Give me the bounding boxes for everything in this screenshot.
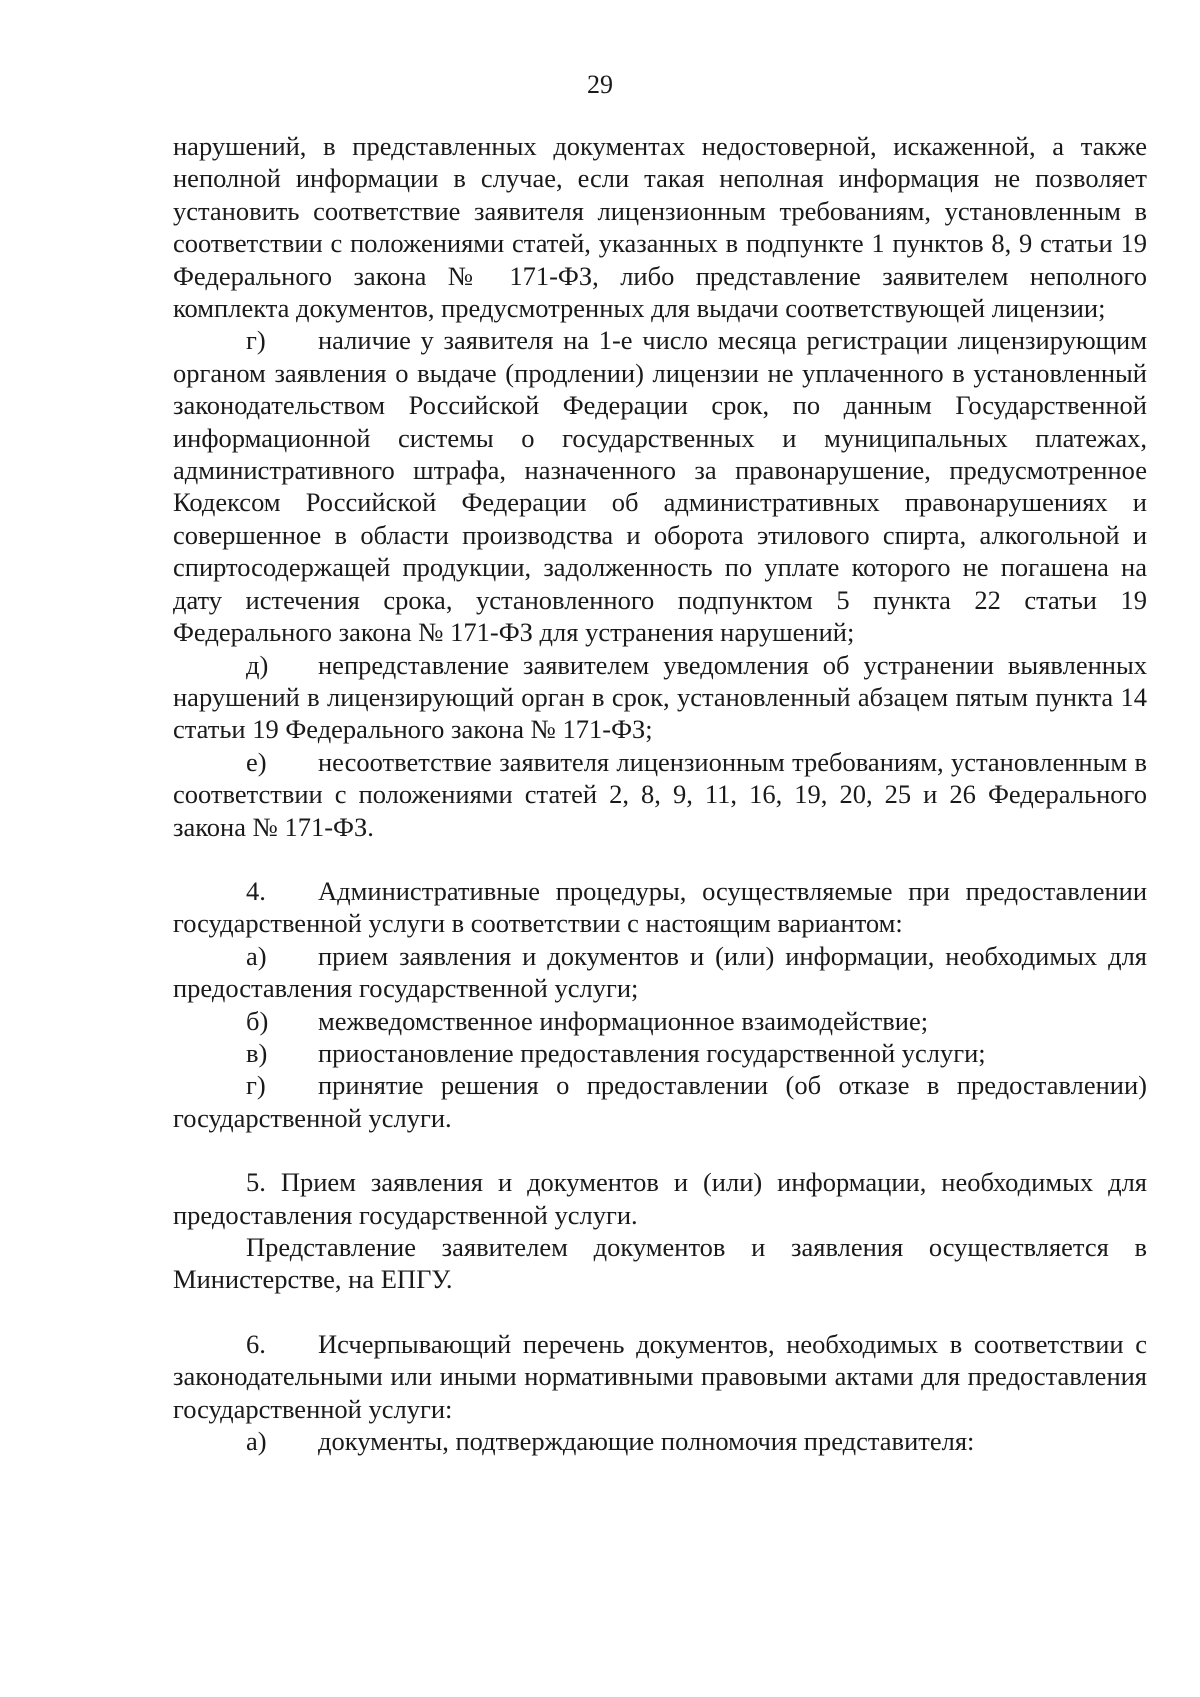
list-item-a2 [173, 1425, 1147, 1457]
item-label: г) [246, 1070, 266, 1101]
item-label: б) [246, 1005, 269, 1036]
item-text: несоответствие заявителя лицензионным требованиям, установленным в соответствии с положениями статей 2, 8, 9, 11, 16, 19, 20, 25 и 26 Федерального закона № 171-ФЗ. [173, 746, 1147, 842]
section-6-heading [173, 1328, 1147, 1425]
item-label: е) [246, 746, 267, 777]
section-text: Административные процедуры, осуществляемые при предоставлении государственной услуги в соответствии с настоящим вариантом: [173, 875, 1147, 939]
page-number: 29 [587, 70, 613, 99]
section-4-heading [173, 875, 1147, 940]
list-item-e [173, 746, 1147, 843]
item-label: а) [246, 1426, 267, 1457]
item-text: наличие у заявителя на 1-е число месяца регистрации лицензирующим органом заявления о выдаче (продлении) лицензии не уплаченного в установленный законодательством Российской Федерации срок, по данным Государственной информационной системы о государственных и муниципальных платежах, административного штрафа, назначенного за правонарушение, предусмотренное Кодексом Российской Федерации об административных правонарушениях и совершенное в области производства и оборота этилового спирта, алкогольной и спиртосодержащей продукции, задолженность по уплате которого не погашена на дату истечения срока, установленного подпунктом 5 пункта 22 статьи 19 Федерального закона № 171-ФЗ для устранения нарушений; [173, 325, 1147, 648]
item-label: в) [246, 1037, 268, 1068]
section-number: 6. [246, 1328, 266, 1359]
item-text: приостановление предоставления государственной услуги; [318, 1037, 986, 1068]
list-item-g2 [173, 1069, 1147, 1134]
paragraph-continuation: нарушений, в представленных документах недостоверной, искаженной, а также неполной информации в случае, если такая неполная информация не позволяет установить соответствие заявителя лицензионным требованиям, установленным в соответствии с положениями статей, указанных в подпункте 1 пунктов 8, 9 статьи 19 Федерального закона № 171-ФЗ, либо представление заявителем неполного комплекта документов, предусмотренных для выдачи соответствующей лицензии; [173, 131, 1147, 324]
document-body [173, 130, 1147, 1457]
item-text: документы, подтверждающие полномочия представителя: [318, 1426, 975, 1457]
item-text: прием заявления и документов и (или) информации, необходимых для предоставления государственной услуги; [173, 940, 1147, 1004]
item-text: межведомственное информационное взаимодействие; [318, 1005, 929, 1036]
item-label: г) [246, 325, 266, 356]
section-text: Исчерпывающий перечень документов, необходимых в соответствии с законодательными или иными нормативными правовыми актами для предоставления государственной услуги: [173, 1328, 1147, 1424]
item-text: непредставление заявителем уведомления об устранении выявленных нарушений в лицензирующий орган в срок, установленный абзацем пятым пункта 14 статьи 19 Федерального закона № 171-ФЗ; [173, 649, 1147, 745]
list-item-a [173, 940, 1147, 1005]
section-5-heading: 5. Прием заявления и документов и (или) информации, необходимых для предоставления государственной услуги. [173, 1167, 1147, 1230]
paragraph: Представление заявителем документов и заявления осуществляется в Министерстве, на ЕПГУ. [173, 1232, 1147, 1295]
list-item-g [173, 324, 1147, 648]
section-number: 4. [246, 875, 266, 906]
item-label: а) [246, 940, 267, 971]
item-text: принятие решения о предоставлении (об отказе в предоставлении) государственной услуги. [173, 1070, 1147, 1133]
list-item-v [173, 1037, 1147, 1069]
item-label: д) [246, 649, 269, 680]
list-item-b [173, 1005, 1147, 1037]
list-item-d [173, 649, 1147, 746]
